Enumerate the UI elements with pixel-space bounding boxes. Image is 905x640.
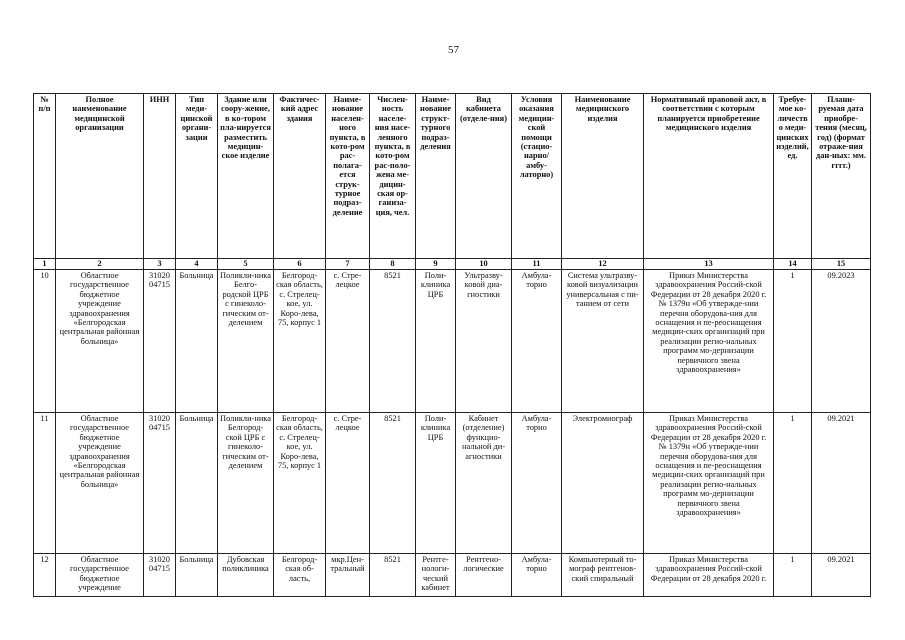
device-name: Система ультразву-ковой визуализации универсальная с пи-танием от сети <box>562 270 644 413</box>
purchase-date: 09.2021 <box>812 413 871 554</box>
column-number: 15 <box>812 259 871 270</box>
legal-act: Приказ Министерства здравоохранения Россий-ской Федерации от 28 декабря 2020 г. № 1379н «Об утвержде-нии перечня оборудова-ния для оснащения и пе-реоснащения медицин-ских организаций при реализации регио-нальных программ мо-дернизации первичного звена здравоохранения» <box>644 270 774 413</box>
legal-act: Приказ Министерства здравоохранения Россий-ской Федерации от 28 декабря 2020 г. <box>644 554 774 597</box>
organization-name: Областное государственное бюджетное учреждение здравоохранения «Белгородская центральная районная больница» <box>56 413 144 554</box>
row-number: 10 <box>34 270 56 413</box>
column-number: 10 <box>456 259 512 270</box>
settlement: с. Стре-лецкое <box>326 270 370 413</box>
header-cell: Здание или соору-жение, в ко-тором пла-нируется разместить медицин-ское изделие <box>218 94 274 259</box>
purchase-date: 09.2021 <box>812 554 871 597</box>
subdivision: Поли-клиника ЦРБ <box>416 413 456 554</box>
header-cell: Требуе-мое ко-личество меди-цинских изделий, ед. <box>774 94 812 259</box>
header-cell: Наименование медицинского изделия <box>562 94 644 259</box>
header-cell: ИНН <box>144 94 176 259</box>
header-cell: Наиме-нование структ-турного подраз-деления <box>416 94 456 259</box>
care-conditions: Амбула-торно <box>512 413 562 554</box>
header-cell: № п/п <box>34 94 56 259</box>
header-cell: Фактичес-кий адрес здания <box>274 94 326 259</box>
row-number: 12 <box>34 554 56 597</box>
inn: 31020 04715 <box>144 270 176 413</box>
table-row <box>34 270 871 413</box>
column-number: 5 <box>218 259 274 270</box>
organization-type: Больница <box>176 554 218 597</box>
device-name: Электромиограф <box>562 413 644 554</box>
column-number: 14 <box>774 259 812 270</box>
cabinet-type: Кабинет (отделение) функцио-нальной ди-агностики <box>456 413 512 554</box>
column-number: 13 <box>644 259 774 270</box>
inn: 31020 04715 <box>144 554 176 597</box>
header-cell: Числен-ность населе-ния насе-ленного пункта, в кото-ром рас-поло-жена ме-дицин-ская ор-ганиза-ция, чел. <box>370 94 416 259</box>
organization-name: Областное государственное бюджетное учреждение <box>56 554 144 597</box>
page-number: 57 <box>448 44 459 56</box>
column-number-row <box>34 259 871 270</box>
column-number: 12 <box>562 259 644 270</box>
column-number: 3 <box>144 259 176 270</box>
population: 8521 <box>370 270 416 413</box>
settlement: мкр.Цен-тральный <box>326 554 370 597</box>
organization-type: Больница <box>176 270 218 413</box>
column-number: 4 <box>176 259 218 270</box>
inn: 31020 04715 <box>144 413 176 554</box>
column-number: 1 <box>34 259 56 270</box>
header-cell: Наиме-нование населен-ного пункта, в кото-ром рас-полага-ется струк-турное подраз-деление <box>326 94 370 259</box>
table-row <box>34 554 871 597</box>
column-number: 6 <box>274 259 326 270</box>
address: Белгород-ская об-ласть, <box>274 554 326 597</box>
address: Белгород-ская область, с. Стрелец-кое, ул. Коро-лева, 75, корпус 1 <box>274 413 326 554</box>
cabinet-type: Ультразву-ковой диа-гностики <box>456 270 512 413</box>
subdivision: Рентге-нологи-ческий кабинет <box>416 554 456 597</box>
quantity: 1 <box>774 413 812 554</box>
legal-act: Приказ Министерства здравоохранения Россий-ской Федерации от 28 декабря 2020 г. № 1379н «Об утвержде-нии перечня оборудова-ния для оснащения и пе-реоснащения медицин-ских организаций при реализации регио-нальных программ мо-дернизации первичного звена здравоохранения» <box>644 413 774 554</box>
quantity: 1 <box>774 270 812 413</box>
column-number: 2 <box>56 259 144 270</box>
care-conditions: Амбула-торно <box>512 270 562 413</box>
header-cell: Условия оказания медицин-ской помощи (стацио-нарно/амбу-латорно) <box>512 94 562 259</box>
row-number: 11 <box>34 413 56 554</box>
column-number: 9 <box>416 259 456 270</box>
column-number: 11 <box>512 259 562 270</box>
cabinet-type: Рентгено-логические <box>456 554 512 597</box>
header-cell: Полное наименование медицинской организации <box>56 94 144 259</box>
header-cell: Плани-руемая дата приобре-тения (месяц, год) (формат отраже-ния дан-ных: мм. гггг.) <box>812 94 871 259</box>
header-cell: Вид кабинета (отделе-ния) <box>456 94 512 259</box>
settlement: с. Стре-лецкое <box>326 413 370 554</box>
population: 8521 <box>370 413 416 554</box>
column-number: 7 <box>326 259 370 270</box>
address: Белгород-ская область, с. Стрелец-кое, ул. Коро-лева, 75, корпус 1 <box>274 270 326 413</box>
header-row <box>34 94 871 259</box>
organization-type: Больница <box>176 413 218 554</box>
device-name: Компьютерный то-мограф рентгенов-ский спиральный <box>562 554 644 597</box>
population: 8521 <box>370 554 416 597</box>
care-conditions: Амбула-торно <box>512 554 562 597</box>
building: Поликли-ника Белго-родской ЦРБ с гинеколо-гическим от-делением <box>218 270 274 413</box>
table-row <box>34 413 871 554</box>
purchase-date: 09.2023 <box>812 270 871 413</box>
organization-name: Областное государственное бюджетное учреждение здравоохранения «Белгородская центральная районная больница» <box>56 270 144 413</box>
quantity: 1 <box>774 554 812 597</box>
header-cell: Нормативный правовой акт, в соответствии с которым планируется приобретение медицинского изделия <box>644 94 774 259</box>
header-cell: Тип меди-цинской органи-зации <box>176 94 218 259</box>
building: Поликли-ника Белгород-ской ЦРБ с гинеколо-гическим от-делением <box>218 413 274 554</box>
subdivision: Поли-клиника ЦРБ <box>416 270 456 413</box>
building: Дубовская поликлиника <box>218 554 274 597</box>
column-number: 8 <box>370 259 416 270</box>
equipment-table <box>33 93 871 597</box>
